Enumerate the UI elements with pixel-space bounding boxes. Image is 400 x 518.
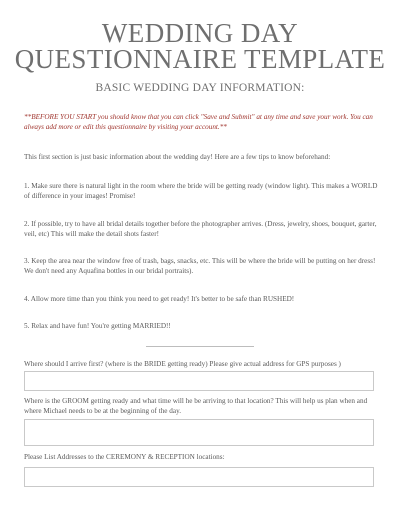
question-label-venues: Please List Addresses to the CEREMONY & RECEPTION locations: bbox=[24, 453, 225, 461]
tip-item: 3. Keep the area near the window free of trash, bags, snacks, etc. This will be where the bride will be putting on her dress! We don't need any Aquafina bottles in our bridal portraits). bbox=[24, 257, 376, 275]
page-title-line-2: QUESTIONNAIRE TEMPLATE bbox=[14, 44, 386, 74]
page-title-line-1: WEDDING DAY bbox=[101, 18, 299, 48]
tip-item: 4. Allow more time than you think you need to get ready! It's better to be safe than RUSHED! bbox=[24, 295, 295, 303]
tip-item: 2. If possible, try to have all bridal details together before the photographer arrives. (Dress, jewelry, shoes, bouquet, garter, veil, etc) This will make the detail shots faster! bbox=[24, 220, 377, 238]
groom-location-field[interactable] bbox=[24, 419, 374, 446]
arrival-address-field[interactable] bbox=[24, 371, 374, 391]
question-label-arrival: Where should I arrive first? (where is the BRIDE getting ready) Please give actual address for GPS purposes ) bbox=[24, 360, 341, 368]
section-divider bbox=[146, 346, 254, 347]
tip-item: 5. Relax and have fun! You're getting MARRIED!! bbox=[24, 322, 171, 330]
tip-item: 1. Make sure there is natural light in the room where the bride will be getting ready (window light). This makes a WORLD of difference in your images! Promise! bbox=[24, 182, 378, 200]
save-note: **BEFORE YOU START you should know that you can click "Save and Submit" at any time and save your work. You can always add more or edit this questionnaire by visiting your account.** bbox=[24, 113, 373, 131]
section-title: BASIC WEDDING DAY INFORMATION: bbox=[95, 82, 305, 94]
intro-text: This first section is just basic information about the wedding day! Here are a few tips to know beforehand: bbox=[24, 153, 331, 161]
venue-addresses-field[interactable] bbox=[24, 467, 374, 487]
question-label-groom: Where is the GROOM getting ready and what time will he be arriving to that location? This will help us plan when and where Michael needs to be at the beginning of the day. bbox=[24, 397, 368, 415]
